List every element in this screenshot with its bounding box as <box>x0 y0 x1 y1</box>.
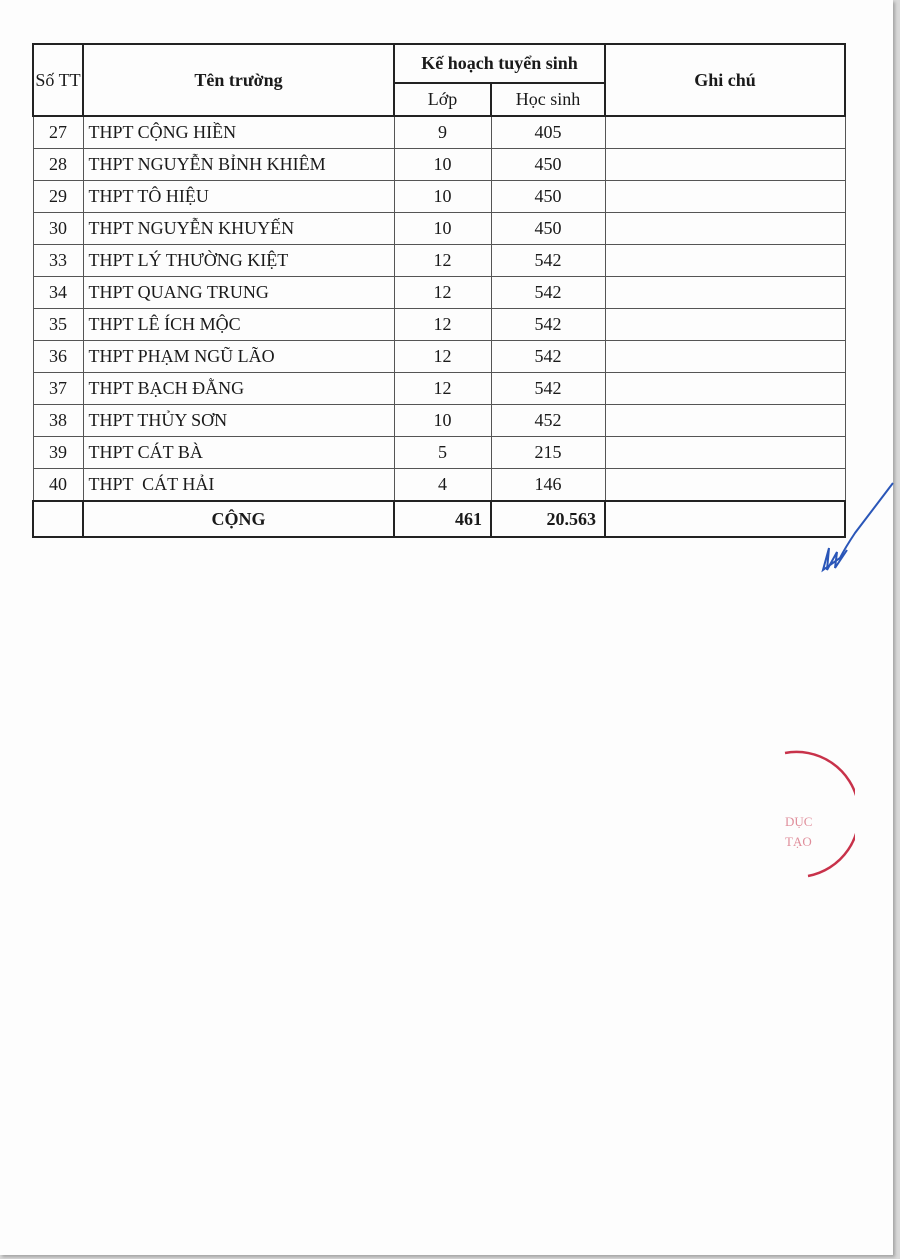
row-note <box>605 116 845 149</box>
row-stt: 29 <box>33 181 83 213</box>
row-students: 450 <box>491 213 605 245</box>
row-school-name: THPT CÁT BÀ <box>83 437 394 469</box>
row-note <box>605 373 845 405</box>
total-classes: 461 <box>394 501 491 537</box>
row-classes: 5 <box>394 437 491 469</box>
total-label: CỘNG <box>83 501 394 537</box>
row-classes: 12 <box>394 341 491 373</box>
row-stt: 40 <box>33 469 83 502</box>
row-stt: 28 <box>33 149 83 181</box>
row-stt: 27 <box>33 116 83 149</box>
row-classes: 10 <box>394 405 491 437</box>
table-row <box>33 245 845 277</box>
row-note <box>605 213 845 245</box>
table-row <box>33 116 845 149</box>
table-row <box>33 469 845 502</box>
svg-text:DỤC: DỤC <box>785 814 813 829</box>
total-students: 20.563 <box>491 501 605 537</box>
row-school-name: THPT LÝ THƯỜNG KIỆT <box>83 245 394 277</box>
row-note <box>605 309 845 341</box>
row-school-name: THPT CỘNG HIỀN <box>83 116 394 149</box>
row-note <box>605 181 845 213</box>
row-students: 452 <box>491 405 605 437</box>
row-stt: 39 <box>33 437 83 469</box>
table-row <box>33 277 845 309</box>
row-note <box>605 149 845 181</box>
row-classes: 12 <box>394 309 491 341</box>
header-plan: Kế hoạch tuyển sinh <box>394 44 605 83</box>
row-students: 542 <box>491 373 605 405</box>
header-students: Học sinh <box>491 83 605 116</box>
row-students: 542 <box>491 245 605 277</box>
row-students: 542 <box>491 341 605 373</box>
row-classes: 4 <box>394 469 491 502</box>
row-students: 405 <box>491 116 605 149</box>
row-school-name: THPT CÁT HẢI <box>83 469 394 502</box>
total-note <box>605 501 845 537</box>
total-stt <box>33 501 83 537</box>
row-note <box>605 245 845 277</box>
row-note <box>605 341 845 373</box>
row-stt: 38 <box>33 405 83 437</box>
row-stt: 34 <box>33 277 83 309</box>
table-row <box>33 149 845 181</box>
row-classes: 12 <box>394 277 491 309</box>
table-row <box>33 341 845 373</box>
row-stt: 37 <box>33 373 83 405</box>
row-note <box>605 469 845 502</box>
row-classes: 10 <box>394 149 491 181</box>
header-note: Ghi chú <box>605 44 845 116</box>
row-note <box>605 405 845 437</box>
table-row <box>33 437 845 469</box>
table-row <box>33 405 845 437</box>
row-classes: 12 <box>394 245 491 277</box>
row-school-name: THPT BẠCH ĐẰNG <box>83 373 394 405</box>
table-row <box>33 213 845 245</box>
row-students: 450 <box>491 181 605 213</box>
table-row <box>33 373 845 405</box>
header-stt: Số TT <box>33 44 83 116</box>
table-row <box>33 309 845 341</box>
header-school-name: Tên trường <box>83 44 394 116</box>
row-classes: 10 <box>394 213 491 245</box>
row-school-name: THPT QUANG TRUNG <box>83 277 394 309</box>
row-classes: 10 <box>394 181 491 213</box>
official-stamp <box>760 748 855 883</box>
row-stt: 33 <box>33 245 83 277</box>
row-students: 542 <box>491 309 605 341</box>
row-stt: 30 <box>33 213 83 245</box>
signature-mark <box>815 478 895 578</box>
svg-text:TẠO: TẠO <box>785 834 812 849</box>
row-students: 450 <box>491 149 605 181</box>
row-school-name: THPT NGUYỄN BỈNH KHIÊM <box>83 149 394 181</box>
row-students: 146 <box>491 469 605 502</box>
row-school-name: THPT PHẠM NGŨ LÃO <box>83 341 394 373</box>
total-row <box>33 501 845 537</box>
row-school-name: THPT LÊ ÍCH MỘC <box>83 309 394 341</box>
table-row <box>33 181 845 213</box>
row-students: 542 <box>491 277 605 309</box>
row-stt: 35 <box>33 309 83 341</box>
row-note <box>605 437 845 469</box>
row-school-name: THPT TÔ HIỆU <box>83 181 394 213</box>
row-note <box>605 277 845 309</box>
row-classes: 12 <box>394 373 491 405</box>
row-stt: 36 <box>33 341 83 373</box>
row-classes: 9 <box>394 116 491 149</box>
row-school-name: THPT NGUYỄN KHUYẾN <box>83 213 394 245</box>
enrollment-table <box>32 43 846 538</box>
row-school-name: THPT THỦY SƠN <box>83 405 394 437</box>
row-students: 215 <box>491 437 605 469</box>
header-classes: Lớp <box>394 83 491 116</box>
